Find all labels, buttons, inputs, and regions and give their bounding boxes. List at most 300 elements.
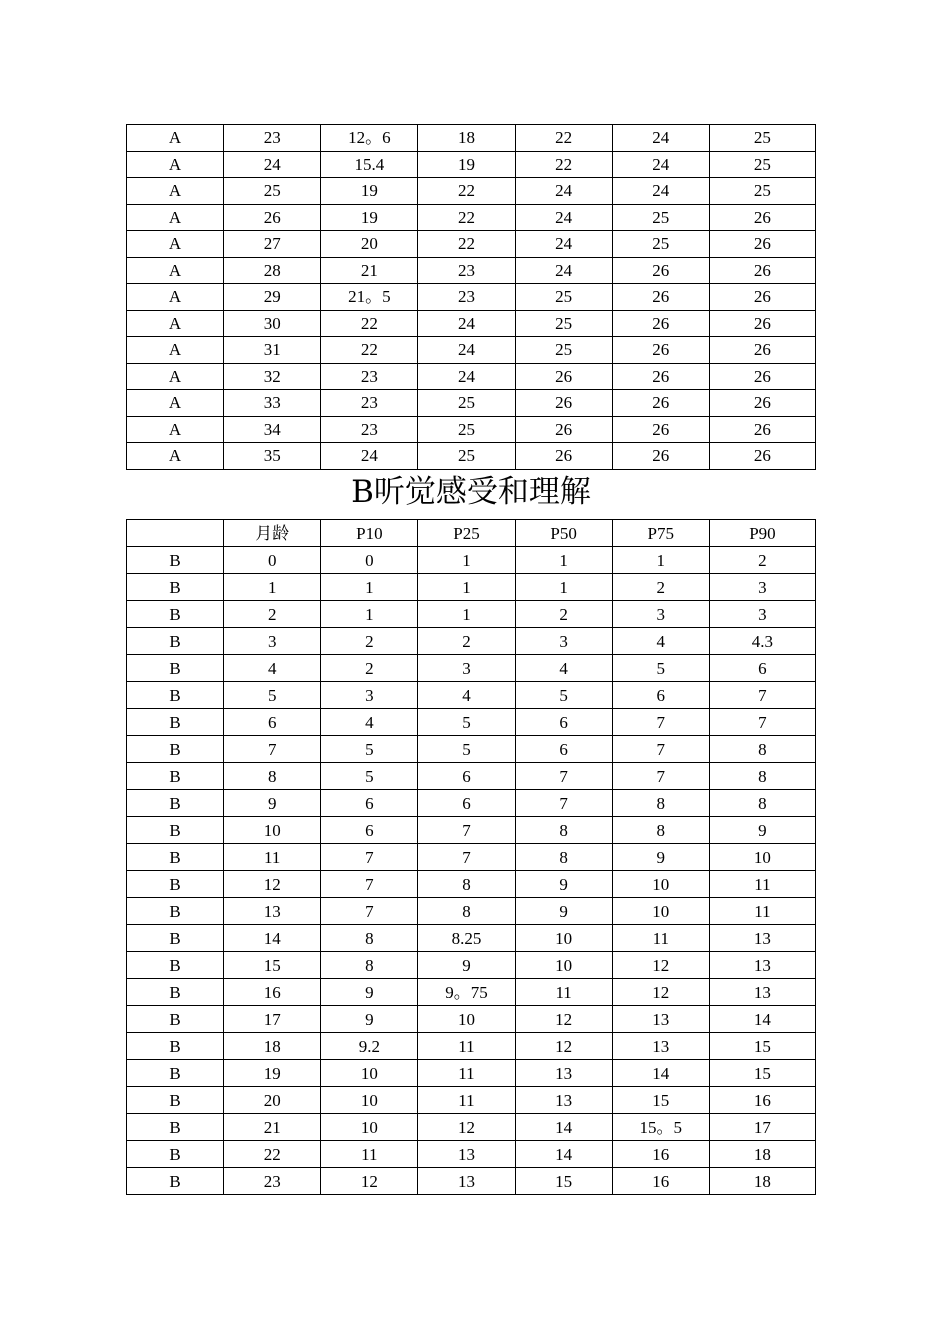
table-cell: 1 <box>321 574 418 601</box>
table-row <box>127 257 816 284</box>
table-cell: 30 <box>224 310 321 337</box>
table-cell: 2 <box>515 601 612 628</box>
table-cell: 26 <box>709 231 815 258</box>
table-cell: 8 <box>418 871 515 898</box>
table-cell: 1 <box>321 601 418 628</box>
table-cell: B <box>127 682 224 709</box>
table-cell: 8 <box>709 790 815 817</box>
table-cell: 24 <box>418 337 515 364</box>
table-row <box>127 1168 816 1195</box>
table-cell: 13 <box>515 1087 612 1114</box>
table-cell: 26 <box>709 390 815 417</box>
table-row <box>127 709 816 736</box>
table-cell: B <box>127 817 224 844</box>
table-cell: 10 <box>418 1006 515 1033</box>
table-cell: 1 <box>612 547 709 574</box>
table-cell: 8 <box>612 790 709 817</box>
table-cell: 4 <box>224 655 321 682</box>
table-cell: 25 <box>515 284 612 311</box>
table-cell: 11 <box>224 844 321 871</box>
table-cell: 4 <box>515 655 612 682</box>
table-cell: 12 <box>515 1006 612 1033</box>
table-cell: B <box>127 871 224 898</box>
table-cell: 13 <box>224 898 321 925</box>
table-cell: 8 <box>224 763 321 790</box>
table-cell: 10 <box>321 1060 418 1087</box>
table-cell: 9 <box>321 979 418 1006</box>
table-cell: 10 <box>709 844 815 871</box>
table-cell: 25 <box>709 125 815 152</box>
table-cell: 9 <box>321 1006 418 1033</box>
table-row <box>127 284 816 311</box>
table-cell: A <box>127 310 224 337</box>
table-cell: A <box>127 390 224 417</box>
table-row <box>127 231 816 258</box>
table-cell: 11 <box>709 871 815 898</box>
header-cell: P50 <box>515 520 612 547</box>
table-cell: 23 <box>321 390 418 417</box>
table-cell: 3 <box>612 601 709 628</box>
table-cell: B <box>127 1141 224 1168</box>
table-header-row <box>127 520 816 547</box>
table-cell: 22 <box>515 125 612 152</box>
table-cell: 19 <box>321 204 418 231</box>
table-cell: 6 <box>418 763 515 790</box>
table-row <box>127 178 816 205</box>
table-cell: 25 <box>612 231 709 258</box>
table-cell: 2 <box>321 628 418 655</box>
table-cell: B <box>127 628 224 655</box>
table-cell: 11 <box>418 1033 515 1060</box>
table-cell: A <box>127 443 224 470</box>
table-cell: 23 <box>321 416 418 443</box>
table-row <box>127 682 816 709</box>
header-cell: 月龄 <box>224 520 321 547</box>
table-cell: 13 <box>709 925 815 952</box>
table-cell: 7 <box>321 871 418 898</box>
table-cell: 9 <box>418 952 515 979</box>
table-cell: 2 <box>612 574 709 601</box>
table-cell: 25 <box>418 443 515 470</box>
table-cell: B <box>127 952 224 979</box>
table-cell: 9 <box>224 790 321 817</box>
table-cell: 10 <box>612 898 709 925</box>
table-cell: 10 <box>321 1087 418 1114</box>
table-cell: 15 <box>224 952 321 979</box>
table-cell: 26 <box>612 310 709 337</box>
table-b-body <box>127 547 816 1195</box>
table-cell: 13 <box>418 1141 515 1168</box>
table-cell: 26 <box>709 416 815 443</box>
table-cell: 10 <box>612 871 709 898</box>
table-cell: 12 <box>224 871 321 898</box>
section-b-title: B听觉感受和理解 <box>351 474 591 510</box>
table-cell: 15。5 <box>612 1114 709 1141</box>
table-cell: 14 <box>515 1114 612 1141</box>
table-cell: 12 <box>418 1114 515 1141</box>
table-cell: 24 <box>418 363 515 390</box>
table-cell: 24 <box>321 443 418 470</box>
table-cell: 26 <box>515 416 612 443</box>
table-cell: 16 <box>224 979 321 1006</box>
table-cell: 10 <box>321 1114 418 1141</box>
table-row <box>127 979 816 1006</box>
table-cell: 25 <box>224 178 321 205</box>
table-cell: 8 <box>515 817 612 844</box>
header-cell: P75 <box>612 520 709 547</box>
table-cell: 7 <box>515 763 612 790</box>
table-cell: 6 <box>515 736 612 763</box>
table-cell: 6 <box>515 709 612 736</box>
table-cell: 22 <box>418 178 515 205</box>
table-cell: 21 <box>224 1114 321 1141</box>
table-cell: 7 <box>515 790 612 817</box>
table-cell: 27 <box>224 231 321 258</box>
table-cell: 8 <box>321 952 418 979</box>
table-cell: 15 <box>515 1168 612 1195</box>
table-row <box>127 390 816 417</box>
table-cell: 9 <box>612 844 709 871</box>
table-cell: 34 <box>224 416 321 443</box>
table-cell: 19 <box>321 178 418 205</box>
table-cell: 19 <box>418 151 515 178</box>
table-cell: 8 <box>612 817 709 844</box>
table-cell: 15 <box>709 1033 815 1060</box>
table-cell: 25 <box>612 204 709 231</box>
table-cell: 6 <box>612 682 709 709</box>
table-cell: 9 <box>515 898 612 925</box>
table-row <box>127 736 816 763</box>
table-cell: 2 <box>709 547 815 574</box>
table-cell: 6 <box>224 709 321 736</box>
table-cell: A <box>127 151 224 178</box>
table-cell: 10 <box>515 925 612 952</box>
table-cell: 6 <box>321 817 418 844</box>
table-cell: 25 <box>418 390 515 417</box>
table-cell: 8 <box>709 763 815 790</box>
table-cell: B <box>127 1060 224 1087</box>
table-row <box>127 1006 816 1033</box>
table-cell: 7 <box>321 844 418 871</box>
table-cell: 5 <box>418 709 515 736</box>
table-cell: 17 <box>709 1114 815 1141</box>
table-cell: 9。75 <box>418 979 515 1006</box>
table-cell: 26 <box>224 204 321 231</box>
table-cell: 12。6 <box>321 125 418 152</box>
table-row <box>127 844 816 871</box>
table-cell: 21。5 <box>321 284 418 311</box>
table-cell: 1 <box>418 547 515 574</box>
table-cell: B <box>127 1087 224 1114</box>
table-cell: 26 <box>612 363 709 390</box>
table-cell: 3 <box>709 601 815 628</box>
table-cell: 11 <box>321 1141 418 1168</box>
table-cell: A <box>127 125 224 152</box>
table-cell: A <box>127 257 224 284</box>
table-cell: 17 <box>224 1006 321 1033</box>
table-cell: 26 <box>612 443 709 470</box>
table-cell: 23 <box>224 125 321 152</box>
table-cell: 8 <box>418 898 515 925</box>
table-row <box>127 337 816 364</box>
table-row <box>127 125 816 152</box>
table-cell: A <box>127 231 224 258</box>
table-cell: 9 <box>515 871 612 898</box>
table-row <box>127 363 816 390</box>
table-cell: 12 <box>321 1168 418 1195</box>
table-row <box>127 1033 816 1060</box>
table-cell: 0 <box>224 547 321 574</box>
table-cell: 22 <box>321 337 418 364</box>
table-cell: 7 <box>418 844 515 871</box>
table-row <box>127 898 816 925</box>
table-cell: 13 <box>709 952 815 979</box>
table-cell: 10 <box>515 952 612 979</box>
table-cell: B <box>127 763 224 790</box>
table-cell: 13 <box>418 1168 515 1195</box>
table-a-body <box>127 125 816 470</box>
table-cell: 26 <box>709 284 815 311</box>
table-cell: 24 <box>515 257 612 284</box>
table-cell: 25 <box>418 416 515 443</box>
table-cell: 26 <box>612 390 709 417</box>
table-row <box>127 628 816 655</box>
table-cell: 5 <box>321 736 418 763</box>
table-row <box>127 547 816 574</box>
table-cell: B <box>127 736 224 763</box>
table-cell: 5 <box>418 736 515 763</box>
table-cell: B <box>127 655 224 682</box>
table-cell: B <box>127 574 224 601</box>
table-row <box>127 763 816 790</box>
table-row <box>127 925 816 952</box>
table-cell: A <box>127 416 224 443</box>
table-cell: 32 <box>224 363 321 390</box>
table-cell: 26 <box>515 390 612 417</box>
table-row <box>127 1141 816 1168</box>
table-cell: B <box>127 979 224 1006</box>
table-cell: 35 <box>224 443 321 470</box>
table-cell: 26 <box>709 310 815 337</box>
table-cell: 23 <box>224 1168 321 1195</box>
table-cell: 14 <box>515 1141 612 1168</box>
table-row <box>127 817 816 844</box>
table-cell: 7 <box>709 709 815 736</box>
table-cell: 24 <box>224 151 321 178</box>
table-cell: 7 <box>224 736 321 763</box>
table-row <box>127 204 816 231</box>
table-cell: B <box>127 1168 224 1195</box>
table-cell: B <box>127 1114 224 1141</box>
table-row <box>127 574 816 601</box>
table-cell: 15 <box>612 1087 709 1114</box>
table-cell: 7 <box>612 736 709 763</box>
header-cell: P90 <box>709 520 815 547</box>
table-cell: B <box>127 709 224 736</box>
table-cell: B <box>127 1006 224 1033</box>
table-cell: 20 <box>224 1087 321 1114</box>
table-cell: 7 <box>709 682 815 709</box>
table-cell: 22 <box>321 310 418 337</box>
table-cell: 5 <box>612 655 709 682</box>
table-cell: 24 <box>612 151 709 178</box>
table-row <box>127 310 816 337</box>
table-cell: 20 <box>321 231 418 258</box>
header-cell: P10 <box>321 520 418 547</box>
table-row <box>127 601 816 628</box>
table-cell: 5 <box>515 682 612 709</box>
table-cell: 19 <box>224 1060 321 1087</box>
table-cell: 22 <box>515 151 612 178</box>
table-cell: B <box>127 547 224 574</box>
table-cell: 16 <box>612 1141 709 1168</box>
table-cell: 23 <box>418 257 515 284</box>
table-cell: 29 <box>224 284 321 311</box>
table-cell: 12 <box>612 979 709 1006</box>
table-cell: 26 <box>709 363 815 390</box>
table-cell: 24 <box>515 178 612 205</box>
table-cell: 24 <box>515 204 612 231</box>
table-cell: 4.3 <box>709 628 815 655</box>
table-row <box>127 151 816 178</box>
table-cell: 33 <box>224 390 321 417</box>
table-cell: 4 <box>612 628 709 655</box>
table-cell: 21 <box>321 257 418 284</box>
header-cell: P25 <box>418 520 515 547</box>
table-row <box>127 443 816 470</box>
table-cell: A <box>127 284 224 311</box>
table-cell: A <box>127 178 224 205</box>
table-cell: 7 <box>612 709 709 736</box>
table-cell: A <box>127 204 224 231</box>
table-cell: 13 <box>515 1060 612 1087</box>
table-cell: 1 <box>418 574 515 601</box>
table-cell: 16 <box>612 1168 709 1195</box>
table-row <box>127 952 816 979</box>
table-cell: B <box>127 925 224 952</box>
table-cell: 25 <box>709 151 815 178</box>
table-cell: 24 <box>515 231 612 258</box>
table-cell: 5 <box>224 682 321 709</box>
table-cell: 3 <box>321 682 418 709</box>
table-cell: 26 <box>612 337 709 364</box>
table-row <box>127 655 816 682</box>
table-cell: 26 <box>709 257 815 284</box>
table-cell: 3 <box>224 628 321 655</box>
table-cell: 9.2 <box>321 1033 418 1060</box>
table-cell: B <box>127 1033 224 1060</box>
table-cell: 4 <box>418 682 515 709</box>
table-cell: 2 <box>224 601 321 628</box>
table-cell: 24 <box>612 125 709 152</box>
table-cell: 11 <box>418 1060 515 1087</box>
table-cell: 26 <box>612 257 709 284</box>
table-cell: 31 <box>224 337 321 364</box>
table-cell: 4 <box>321 709 418 736</box>
table-cell: 26 <box>709 443 815 470</box>
table-cell: 1 <box>515 547 612 574</box>
table-cell: 18 <box>709 1168 815 1195</box>
table-cell: 6 <box>321 790 418 817</box>
table-row <box>127 1114 816 1141</box>
table-cell: 15 <box>709 1060 815 1087</box>
table-row <box>127 1060 816 1087</box>
table-cell: 7 <box>418 817 515 844</box>
table-cell: 9 <box>709 817 815 844</box>
table-cell: 18 <box>709 1141 815 1168</box>
table-cell: A <box>127 363 224 390</box>
table-cell: 5 <box>321 763 418 790</box>
table-cell: 22 <box>224 1141 321 1168</box>
table-cell: 11 <box>709 898 815 925</box>
table-cell: 28 <box>224 257 321 284</box>
table-cell: 12 <box>515 1033 612 1060</box>
table-b <box>126 519 816 1195</box>
table-cell: B <box>127 844 224 871</box>
table-cell: 3 <box>709 574 815 601</box>
table-cell: 14 <box>709 1006 815 1033</box>
table-cell: 16 <box>709 1087 815 1114</box>
table-cell: 26 <box>612 416 709 443</box>
table-cell: 14 <box>612 1060 709 1087</box>
table-cell: B <box>127 601 224 628</box>
table-cell: 1 <box>418 601 515 628</box>
table-cell: 24 <box>612 178 709 205</box>
table-cell: 15.4 <box>321 151 418 178</box>
table-cell: 10 <box>224 817 321 844</box>
header-cell <box>127 520 224 547</box>
table-cell: 12 <box>612 952 709 979</box>
table-cell: 25 <box>515 337 612 364</box>
table-cell: A <box>127 337 224 364</box>
table-cell: 7 <box>612 763 709 790</box>
table-cell: 26 <box>515 363 612 390</box>
table-cell: 11 <box>612 925 709 952</box>
table-cell: 18 <box>224 1033 321 1060</box>
table-cell: 6 <box>418 790 515 817</box>
table-cell: 22 <box>418 204 515 231</box>
table-a <box>126 124 816 470</box>
table-cell: 11 <box>515 979 612 1006</box>
table-row <box>127 416 816 443</box>
table-cell: 14 <box>224 925 321 952</box>
table-row <box>127 790 816 817</box>
table-cell: 8.25 <box>418 925 515 952</box>
table-cell: 11 <box>418 1087 515 1114</box>
table-cell: 23 <box>321 363 418 390</box>
table-cell: 2 <box>418 628 515 655</box>
table-cell: 8 <box>321 925 418 952</box>
table-cell: 1 <box>515 574 612 601</box>
table-cell: 26 <box>612 284 709 311</box>
table-cell: 22 <box>418 231 515 258</box>
table-cell: 3 <box>418 655 515 682</box>
table-cell: 3 <box>515 628 612 655</box>
table-cell: 24 <box>418 310 515 337</box>
table-row <box>127 871 816 898</box>
table-cell: 8 <box>709 736 815 763</box>
table-cell: 13 <box>612 1006 709 1033</box>
table-cell: 7 <box>321 898 418 925</box>
table-cell: 2 <box>321 655 418 682</box>
table-cell: 23 <box>418 284 515 311</box>
table-cell: 26 <box>515 443 612 470</box>
table-cell: 25 <box>515 310 612 337</box>
table-cell: 26 <box>709 337 815 364</box>
table-cell: B <box>127 790 224 817</box>
table-cell: 0 <box>321 547 418 574</box>
table-cell: 13 <box>612 1033 709 1060</box>
